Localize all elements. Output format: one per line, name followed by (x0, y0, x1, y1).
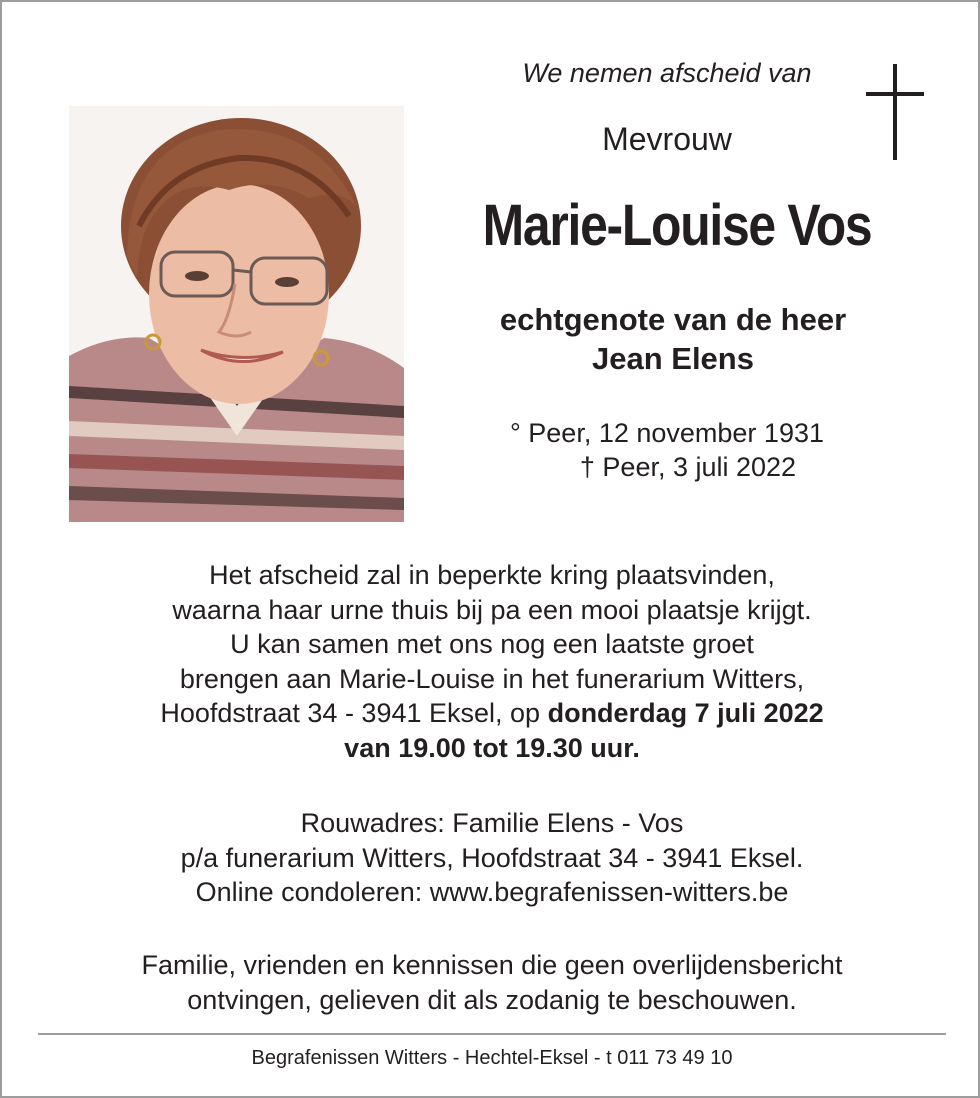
death-date: † Peer, 3 juli 2022 (579, 452, 797, 482)
ceremony-line (42, 696, 942, 731)
portrait-photo (69, 106, 404, 522)
address-line: p/a funerarium Witters, Hoofdstraat 34 - 3941 Eksel. (180, 842, 804, 873)
footer-text: Begrafenissen Witters - Hechtel-Eksel - t 011 73 49 10 (251, 1047, 733, 1069)
spouse-line-1: echtgenote van de heer (499, 302, 847, 337)
birth-date: ° Peer, 12 november 1931 (509, 418, 824, 448)
spouse-block (442, 300, 904, 378)
ceremony-date: donderdag 7 juli 2022 (547, 698, 824, 728)
notice-line: Familie, vrienden en kennissen die geen overlijdensbericht (141, 950, 843, 980)
notice-line: ontvingen, gelieven dit als zodanig te beschouwen. (187, 984, 797, 1015)
ceremony-line: brengen aan Marie-Louise in het funerarium Witters, (179, 663, 805, 694)
ceremony-text (42, 558, 942, 765)
ceremony-line: U kan samen met ons nog een laatste groet (230, 629, 754, 659)
ceremony-location: Hoofdstraat 34 - 3941 Eksel, op (160, 698, 541, 728)
notice-text (42, 948, 942, 1017)
address-line: Rouwadres: Familie Elens - Vos (300, 808, 684, 838)
ceremony-time: van 19.00 tot 19.30 uur. (344, 732, 640, 763)
spouse-name: Jean Elens (592, 341, 754, 376)
salutation: Mevrouw (602, 121, 732, 157)
dates-block (442, 416, 904, 484)
ceremony-line: waarna haar urne thuis bij pa een mooi plaatsje krijgt. (172, 594, 812, 625)
ceremony-line (42, 731, 942, 766)
condolence-line: Online condoleren: www.begrafenissen-witters.be (195, 877, 789, 907)
footer-divider (38, 1033, 946, 1035)
deceased-name: Marie-Louise Vos (482, 193, 872, 258)
ceremony-line: Het afscheid zal in beperkte kring plaatsvinden, (209, 560, 775, 590)
mourning-address (42, 806, 942, 910)
intro-text: We nemen afscheid van (522, 58, 812, 88)
